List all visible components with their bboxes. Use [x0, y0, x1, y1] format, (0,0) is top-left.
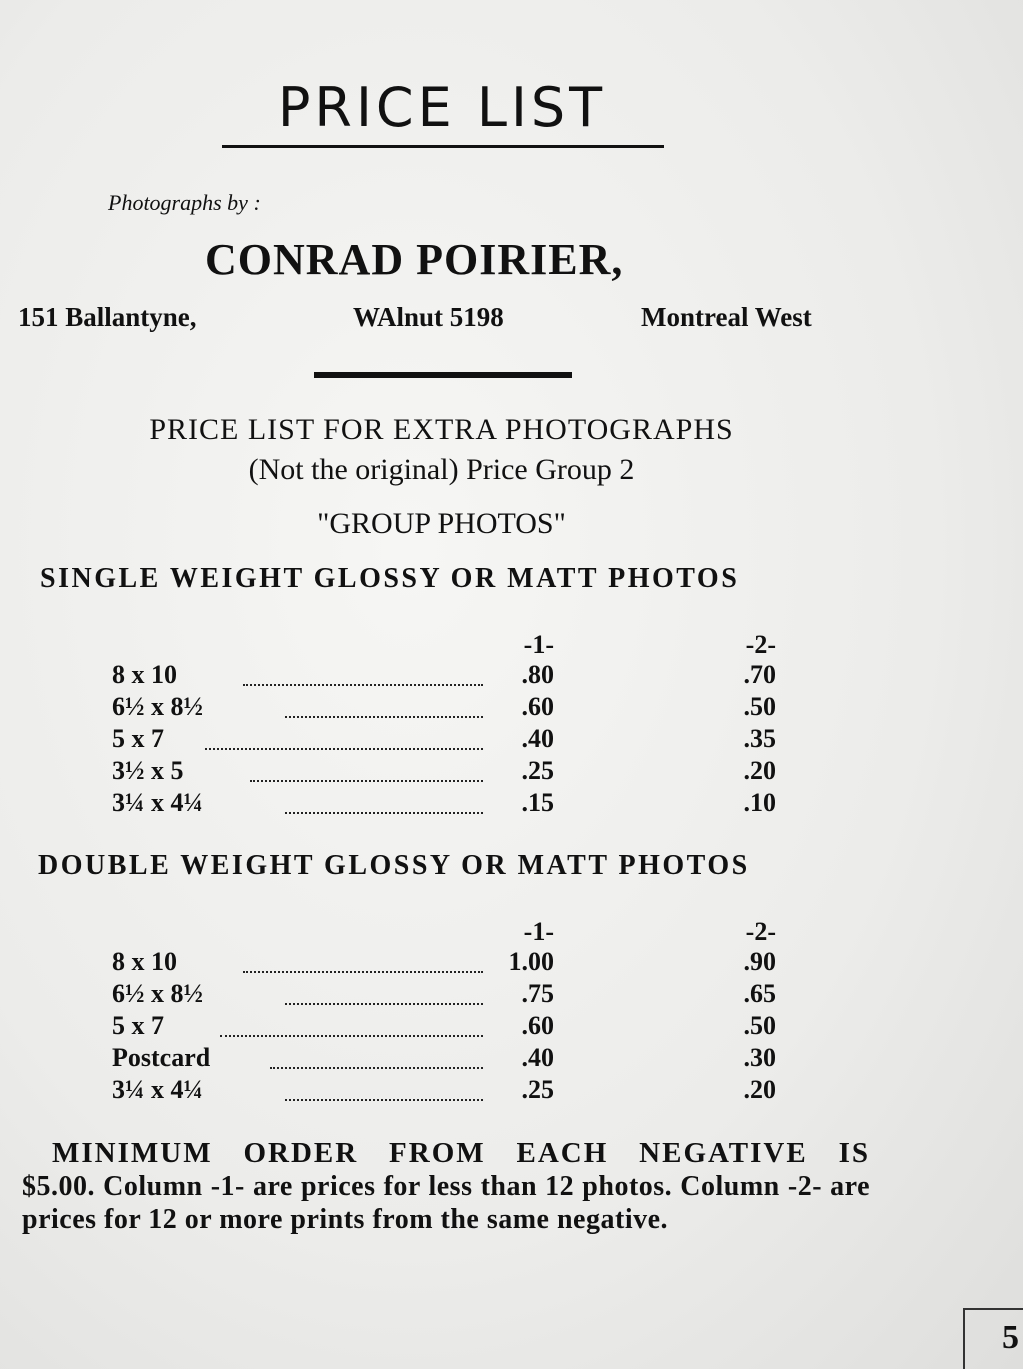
phone-number: WAlnut 5198	[353, 302, 504, 332]
dot-leader	[270, 1067, 483, 1069]
double-row-col2: .20	[743, 1075, 776, 1104]
double-row-col1: .60	[521, 1011, 554, 1040]
double-col1-label: -1-	[523, 917, 554, 946]
single-row-col1: .25	[521, 756, 554, 785]
single-row-size: 6½ x 8½	[112, 692, 203, 721]
dot-leader	[243, 971, 483, 973]
single-row-col1: .60	[521, 692, 554, 721]
single-row-col1: .40	[521, 724, 554, 753]
dot-leader	[250, 780, 483, 782]
title-underline	[222, 145, 664, 148]
single-row-col2: .35	[743, 724, 776, 753]
minimum-order-note	[22, 1137, 870, 1236]
intro-group-photos: "GROUP PHOTOS"	[317, 507, 566, 540]
divider-rule	[314, 372, 572, 378]
page-number: 5	[963, 1308, 1023, 1369]
dot-leader	[285, 716, 483, 718]
dot-leader	[285, 1003, 483, 1005]
single-row-size: 3¼ x 4¼	[112, 788, 203, 817]
double-row-col1: .25	[521, 1075, 554, 1104]
double-row-size: 8 x 10	[112, 947, 177, 976]
city: Montreal West	[641, 302, 812, 332]
single-col2-label: -2-	[745, 630, 776, 659]
address: 151 Ballantyne,	[18, 302, 197, 332]
note-first-line: MINIMUM ORDER FROM EACH NEGATIVE IS	[52, 1137, 870, 1169]
intro-heading: PRICE LIST FOR EXTRA PHOTOGRAPHS	[149, 413, 734, 446]
single-row-col2: .10	[743, 788, 776, 817]
double-row-col2: .30	[743, 1043, 776, 1072]
single-row-col1: .80	[521, 660, 554, 689]
double-row-size: 6½ x 8½	[112, 979, 203, 1008]
double-row-col1: 1.00	[508, 947, 554, 976]
single-row-size: 3½ x 5	[112, 756, 184, 785]
photographer-name: CONRAD POIRIER,	[205, 235, 624, 284]
single-col1-label: -1-	[523, 630, 554, 659]
double-row-size: Postcard	[112, 1043, 211, 1072]
single-row-col2: .50	[743, 692, 776, 721]
single-weight-heading: SINGLE WEIGHT GLOSSY OR MATT PHOTOS	[40, 563, 740, 594]
double-row-size: 3¼ x 4¼	[112, 1075, 203, 1104]
double-row-size: 5 x 7	[112, 1011, 164, 1040]
double-row-col1: .40	[521, 1043, 554, 1072]
intro-subheading: (Not the original) Price Group 2	[248, 453, 635, 486]
single-row-col1: .15	[521, 788, 554, 817]
dot-leader	[285, 812, 483, 814]
dot-leader	[205, 748, 483, 750]
double-col2-label: -2-	[745, 917, 776, 946]
dot-leader	[220, 1035, 483, 1037]
page-title: PRICE LIST	[277, 76, 607, 139]
double-row-col2: .65	[743, 979, 776, 1008]
note-body: $5.00. Column -1- are prices for less than 12 photos. Column -2- are prices for 12 or more prints from the same negative.	[22, 1171, 870, 1235]
single-row-col2: .70	[743, 660, 776, 689]
double-row-col2: .90	[743, 947, 776, 976]
dot-leader	[243, 684, 483, 686]
single-row-size: 8 x 10	[112, 660, 177, 689]
single-row-col2: .20	[743, 756, 776, 785]
double-row-col1: .75	[521, 979, 554, 1008]
dot-leader	[285, 1099, 483, 1101]
double-weight-heading: DOUBLE WEIGHT GLOSSY OR MATT PHOTOS	[38, 850, 750, 881]
single-row-size: 5 x 7	[112, 724, 164, 753]
double-row-col2: .50	[743, 1011, 776, 1040]
byline: Photographs by :	[108, 190, 261, 215]
